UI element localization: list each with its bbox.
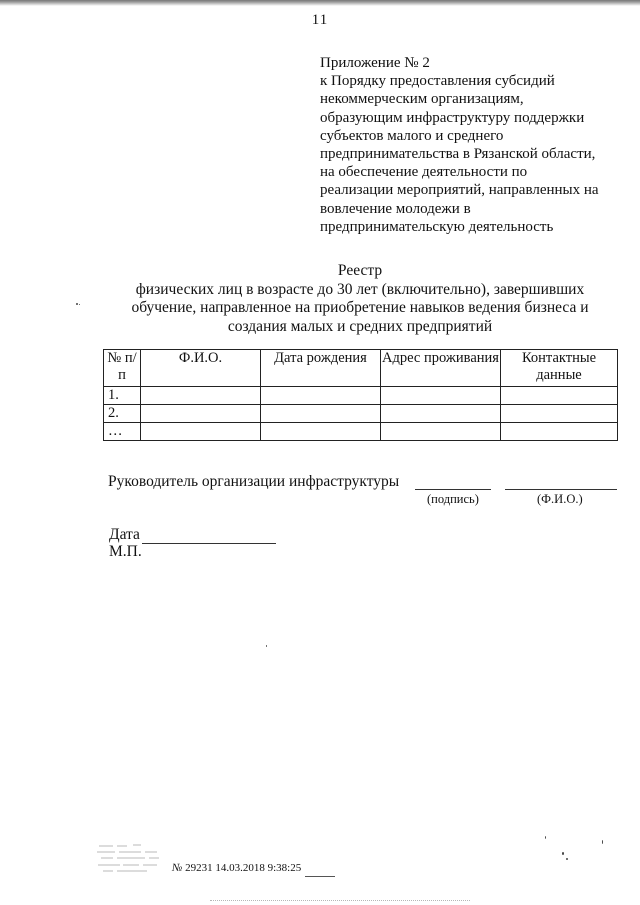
column-header-number: № п/п xyxy=(104,350,141,387)
table-row xyxy=(104,387,618,405)
scan-speck xyxy=(545,836,546,839)
appendix-note xyxy=(320,54,620,236)
signature-caption: (подпись) xyxy=(427,492,479,506)
appendix-line: к Порядку предоставления субсидий xyxy=(320,73,555,90)
register-subtitle-line: создания малых и средних предприятий xyxy=(227,317,493,335)
scan-speck xyxy=(562,852,564,855)
registration-mark xyxy=(172,862,301,874)
table-row xyxy=(104,405,618,423)
scan-speck xyxy=(602,840,603,844)
column-header-full-name: Ф.И.О. xyxy=(141,350,261,387)
table-cell-number: 1. xyxy=(104,387,141,405)
table-cell xyxy=(381,423,501,441)
scan-speck xyxy=(566,858,568,860)
table-cell xyxy=(261,423,381,441)
appendix-line: некоммерческим организациям, xyxy=(320,91,524,108)
table-cell xyxy=(141,387,261,405)
appendix-line: предпринимательства в Рязанской области, xyxy=(320,146,596,163)
appendix-line: вовлечение молодежи в xyxy=(320,200,471,217)
date-line xyxy=(142,543,276,544)
stamp-label: М.П. xyxy=(109,543,142,560)
appendix-line: Приложение № 2 xyxy=(320,55,430,71)
table-header-row xyxy=(104,350,618,387)
registration-prefix: № xyxy=(172,862,183,874)
column-header-address: Адрес проживания xyxy=(381,350,501,387)
column-header-birth-date: Дата рождения xyxy=(261,350,381,387)
table-cell xyxy=(381,387,501,405)
register-title xyxy=(0,262,640,336)
table-cell xyxy=(261,405,381,423)
scan-edge-bottom xyxy=(210,900,470,904)
table-cell xyxy=(261,387,381,405)
scan-speck xyxy=(79,304,80,305)
appendix-line: образующим инфраструктуру поддержки xyxy=(320,109,585,126)
table-cell-number: … xyxy=(104,423,141,441)
scan-edge-top xyxy=(0,0,640,6)
table-cell xyxy=(381,405,501,423)
registration-number: 29231 xyxy=(185,862,213,874)
signature-line xyxy=(415,489,491,490)
register-heading: Реестр xyxy=(337,262,383,279)
register-table xyxy=(103,349,618,441)
appendix-line: субъектов малого и среднего xyxy=(320,127,504,144)
register-subtitle-line: обучение, направленное на приобретение навыков ведения бизнеса и xyxy=(131,299,589,316)
page-number: 11 xyxy=(311,12,329,28)
name-line xyxy=(505,489,617,490)
scan-speck xyxy=(76,303,78,305)
table-cell xyxy=(141,405,261,423)
date-label: Дата xyxy=(109,526,140,543)
name-caption: (Ф.И.О.) xyxy=(537,492,583,506)
table-cell xyxy=(501,423,618,441)
signature-label: Руководитель организации инфраструктуры xyxy=(108,473,400,490)
appendix-line: реализации мероприятий, направленных на xyxy=(320,182,599,199)
registration-underline xyxy=(305,876,335,877)
scan-speck xyxy=(266,645,267,647)
appendix-line: на обеспечение деятельности по xyxy=(320,164,528,181)
table-cell-number: 2. xyxy=(104,405,141,423)
table-cell xyxy=(141,423,261,441)
register-subtitle-line: физических лиц в возрасте до 30 лет (включительно), завершивших xyxy=(135,280,585,298)
registration-datetime: 14.03.2018 9:38:25 xyxy=(215,862,302,874)
table-row xyxy=(104,423,618,441)
column-header-contacts: Контактные данные xyxy=(501,350,618,387)
table-cell xyxy=(501,387,618,405)
table-cell xyxy=(501,405,618,423)
scan-stamp-mark xyxy=(93,838,171,876)
appendix-line: предпринимательскую деятельность xyxy=(320,218,554,235)
